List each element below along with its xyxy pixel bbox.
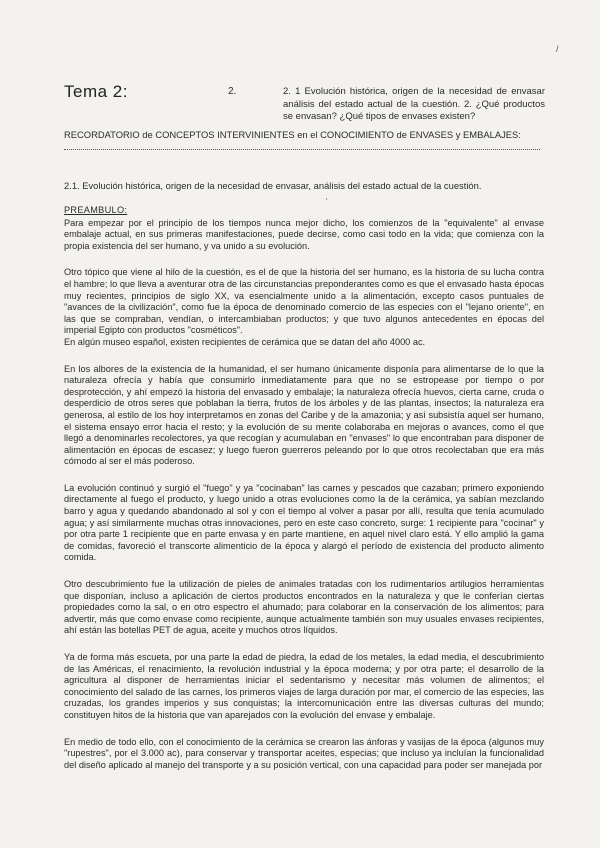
section-body: [64, 205, 544, 771]
topic-title: 2. 1 Evolución histórica, origen de la necesidad de envasar análisis del estado actual de la cuestión. 2. ¿Qué productos se envasan? ¿Qué tipos de envases existen?: [283, 86, 545, 123]
preambulo-label: PREAMBULO:: [64, 205, 128, 215]
recordatorio-line: RECORDATORIO de CONCEPTOS INTERVINIENTES en el CONOCIMIENTO de ENVASES y EMBALAJES:: [64, 129, 521, 140]
section-title: 2.1. Evolución histórica, origen de la necesidad de envasar, análisis del estado actual de la cuestión.: [64, 180, 482, 191]
corner-mark: /: [556, 44, 559, 54]
paragraph-1: Para empezar por el principio de los tiempos nunca mejor dicho, los comienzos de la "equivalente" al envase embalaje actual, en sus primeras manifestaciones, puede decirse, como casi todo en la vida; que comienza con la propia existencia del ser humano, y va unido a su evolución.: [64, 217, 544, 251]
dotted-fill-line: [64, 143, 540, 150]
topic-number: 2.: [228, 86, 237, 97]
paragraph-2: Otro tópico que viene al hilo de la cuestión, es el de que la historia del ser humano, es la historia de su lucha contra el hambre; lo que lleva a aventurar otra de las circunstancias preponderantes como es que el envasado hasta épocas muy recientes, principios de siglo XX, va esencialmente unido a la alimentación, excepto casos puntuales de "avances de la civilización", como fue la época de denominado comercio de las especies con el "lejano oriente", en las que se compraban, vendían, o intercambiaban productos; y que tuvo algunos antecedentes en épocas del imperial Egipto con productos "cosméticos".: [64, 267, 544, 336]
tick-mark: ': [326, 197, 328, 206]
topic-heading: Tema 2:: [64, 82, 128, 101]
paragraph-6: Otro descubrimiento fue la utilización de pieles de animales tratadas con los rudimentarios artilugios herramientas que disponían, incluso a aplicación de ciertos productos encontrados en la naturaleza y que le conferían ciertas propiedades como la sal, o en otro espectro el ahumado; para colaborar en la conservación de los alimentos; para advertir, más que como envase como recipiente, aunque actualmente también son muy usuales envases recipientes, ahí están las botellas PET de agua, aceite y muchos otros líquidos.: [64, 579, 544, 636]
paragraph-8: En medio de todo ello, con el conocimiento de la cerámica se crearon las ánforas y vasijas de la época (algunos muy "rupestres", por el 3.000 ac), para conservar y transportar aceites, especias; que incluso ya incluían la funcionalidad del diseño aplicado al manejo del transporte y a su posición vertical, con una capacidad para poder ser manejada por: [64, 736, 544, 770]
paragraph-4: En los albores de la existencia de la humanidad, el ser humano únicamente disponía para alimentarse de lo que la naturaleza ofrecía y había que consumirlo inmediatamente para que no se estropease por tiempo o por desprotección, y ahí empezó la historia del envasado y embalaje; la naturaleza ofrecía huevos, cierta carne, cruda o desperdicio de otros seres que poblaban la tierra, frutos de los árboles y de las plantas, insectos; la naturaleza era generosa, al estilo de los hoy interpretamos en zonas del Caribe y de la amazonia; y así subsistía aquel ser humano, el sistema ensayo error hacia el resto; y la evolución de su mente colaboraba en mejoras o avances, como el que llegó a denominarles recolectores, ya que recogían y acumulaban en "envases" lo que encontraban para disponer de alimentación en épocas de escasez; y luego fueron guerreros peleando por lo que otros recolectaban que era más cómodo al ser el más poderoso.: [64, 363, 544, 467]
paragraph-5: La evolución continuó y surgió el "fuego" y ya "cocinaban" las carnes y pescados que cazaban; primero exponiendo directamente al fuego el producto, y luego unido a otras evoluciones como la de la cerámica, ya sabían mezclando barro y agua y quedando abandonado al sol y con el tiempo al volver a pasar por allí, resulta que tenía acumulado agua; y así similarmente muchas otras innovaciones, pero en este caso concreto, surge: 1 recipiente para "cocinar" y por otra parte 1 recipiente que en parte envasa y en parte mantiene, en aquel nivel claro está. Y ello amplió la gama de comidas, favoreció el transcorte alimenticio de la época y alargó el período de existencia del producto alimento comida.: [64, 482, 544, 563]
paragraph-7: Ya de forma más escueta, por una parte la edad de piedra, la edad de los metales, la edad media, el descubrimiento de las Américas, el renacimiento, la revolución industrial y la época moderna; y por otra parte; el desarrollo de la agricultura al disponer de herramientas iniciar el sedentarismo y necesitar más volumen de alimentos; el conocimiento del salado de las carnes, los primeros viajes de larga duración por mar, el comercio de las especies, las cruzadas, los grandes imperios y sus conquistas; la intercomunicación entre las diversas culturas del mundo; constituyen hitos de la historia que van aparejados con la evolución del envase y embalaje.: [64, 652, 544, 720]
paragraph-3: En algún museo español, existen recipientes de cerámica que se datan del año 4000 ac.: [64, 336, 426, 347]
